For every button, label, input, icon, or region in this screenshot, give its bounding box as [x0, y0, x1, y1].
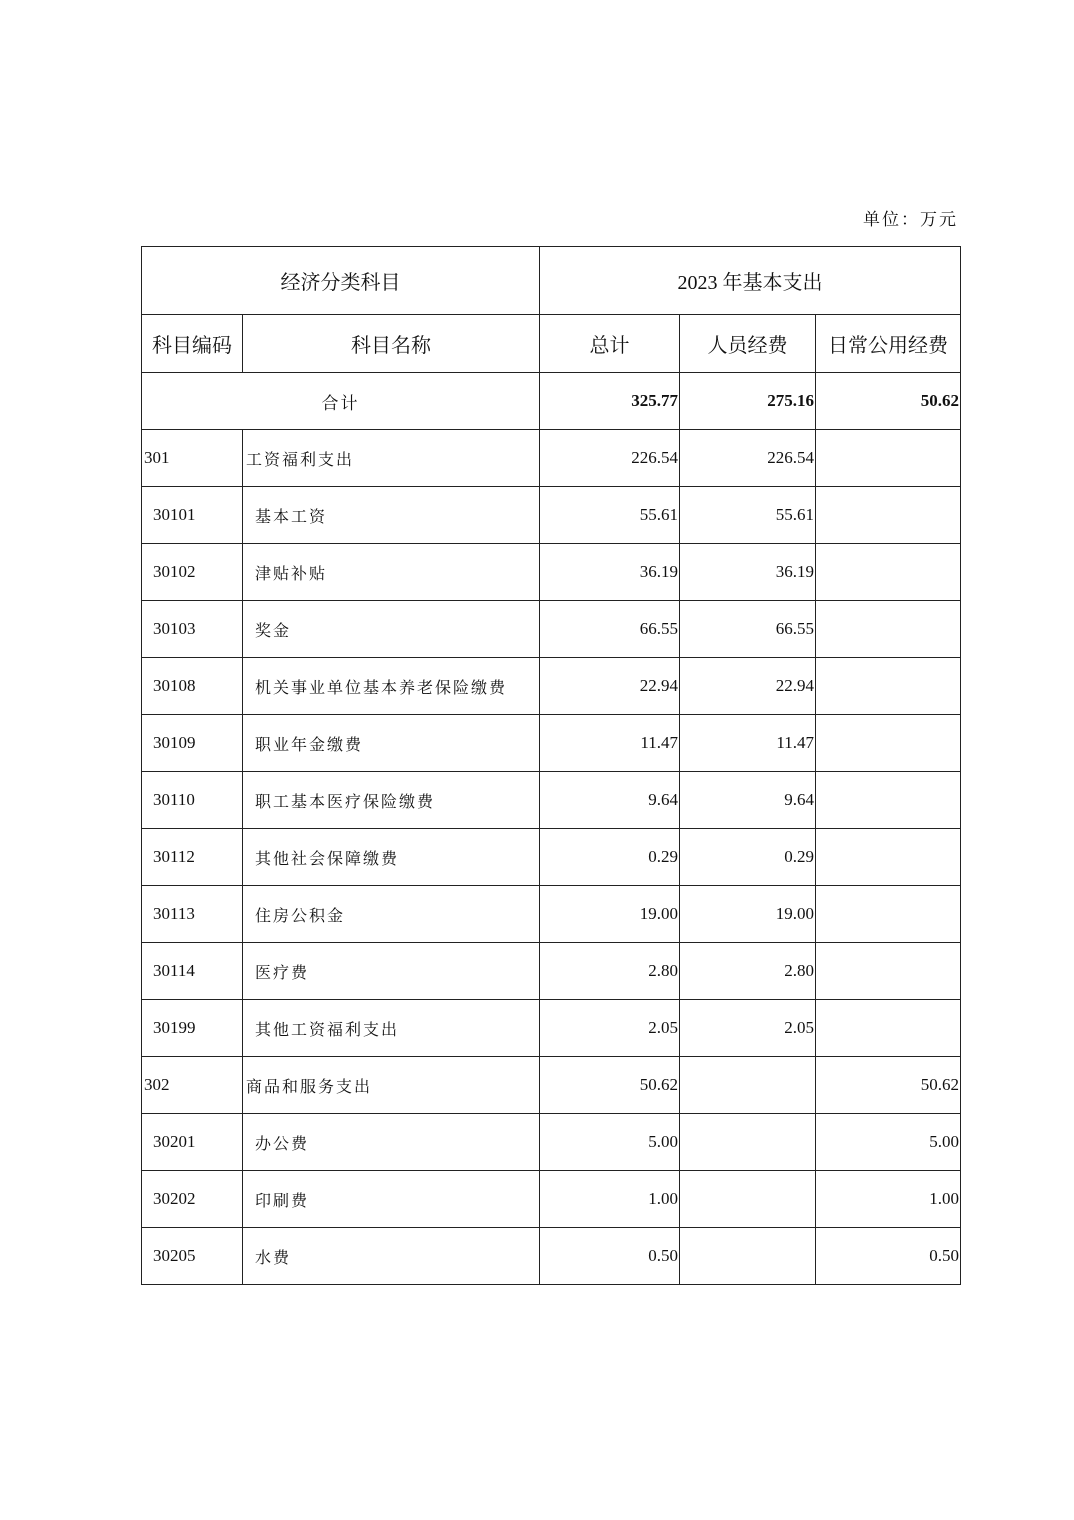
row-personnel: 9.64: [680, 772, 816, 829]
row-name: 其他社会保障缴费: [243, 829, 540, 886]
expenditure-table: [141, 246, 961, 1285]
row-daily: 0.50: [816, 1228, 961, 1285]
header-personnel: 人员经费: [680, 315, 816, 373]
row-code: 302: [142, 1057, 243, 1114]
row-daily: [816, 487, 961, 544]
header-basic-expenditure: 2023 年基本支出: [540, 247, 961, 315]
row-total: 226.54: [540, 430, 680, 487]
totals-label: 合计: [142, 373, 540, 430]
row-personnel: 19.00: [680, 886, 816, 943]
row-total: 5.00: [540, 1114, 680, 1171]
header-daily: 日常公用经费: [816, 315, 961, 373]
row-personnel: [680, 1057, 816, 1114]
header-row-group: [142, 247, 961, 315]
row-personnel: 66.55: [680, 601, 816, 658]
row-personnel: 36.19: [680, 544, 816, 601]
table-row: [142, 430, 961, 487]
row-total: 0.29: [540, 829, 680, 886]
row-name: 住房公积金: [243, 886, 540, 943]
row-code: 301: [142, 430, 243, 487]
row-daily: 1.00: [816, 1171, 961, 1228]
row-daily: [816, 601, 961, 658]
row-daily: 50.62: [816, 1057, 961, 1114]
row-personnel: [680, 1171, 816, 1228]
row-daily: [816, 1000, 961, 1057]
header-name: 科目名称: [243, 315, 540, 373]
row-personnel: 2.05: [680, 1000, 816, 1057]
unit-label: 单位：万元: [863, 210, 958, 230]
row-name: 职工基本医疗保险缴费: [243, 772, 540, 829]
row-total: 22.94: [540, 658, 680, 715]
row-daily: [816, 829, 961, 886]
table-row: [142, 715, 961, 772]
row-name: 其他工资福利支出: [243, 1000, 540, 1057]
table-row: [142, 1057, 961, 1114]
table-row: [142, 487, 961, 544]
row-code: 30113: [142, 886, 243, 943]
row-total: 2.05: [540, 1000, 680, 1057]
row-personnel: 2.80: [680, 943, 816, 1000]
table-row: [142, 943, 961, 1000]
row-total: 1.00: [540, 1171, 680, 1228]
table-row: [142, 1171, 961, 1228]
header-total: 总计: [540, 315, 680, 373]
row-code: 30112: [142, 829, 243, 886]
totals-personnel: 275.16: [680, 373, 816, 430]
row-total: 55.61: [540, 487, 680, 544]
row-total: 11.47: [540, 715, 680, 772]
row-personnel: 22.94: [680, 658, 816, 715]
row-name: 工资福利支出: [243, 430, 540, 487]
totals-daily: 50.62: [816, 373, 961, 430]
row-personnel: [680, 1228, 816, 1285]
row-name: 印刷费: [243, 1171, 540, 1228]
row-code: 30108: [142, 658, 243, 715]
row-name: 水费: [243, 1228, 540, 1285]
row-total: 19.00: [540, 886, 680, 943]
row-code: 30199: [142, 1000, 243, 1057]
row-code: 30101: [142, 487, 243, 544]
totals-total: 325.77: [540, 373, 680, 430]
row-personnel: 226.54: [680, 430, 816, 487]
row-daily: [816, 544, 961, 601]
row-daily: [816, 430, 961, 487]
row-total: 2.80: [540, 943, 680, 1000]
row-personnel: 11.47: [680, 715, 816, 772]
header-economic-category: 经济分类科目: [142, 247, 540, 315]
table-row: [142, 601, 961, 658]
row-name: 津贴补贴: [243, 544, 540, 601]
row-personnel: [680, 1114, 816, 1171]
table-row: [142, 886, 961, 943]
row-daily: [816, 943, 961, 1000]
row-code: 30202: [142, 1171, 243, 1228]
table-row: [142, 772, 961, 829]
row-code: 30205: [142, 1228, 243, 1285]
header-row-columns: [142, 315, 961, 373]
totals-row: [142, 373, 961, 430]
table-row: [142, 1114, 961, 1171]
row-personnel: 0.29: [680, 829, 816, 886]
table-row: [142, 658, 961, 715]
row-code: 30110: [142, 772, 243, 829]
row-total: 66.55: [540, 601, 680, 658]
row-daily: [816, 715, 961, 772]
table-row: [142, 1228, 961, 1285]
row-name: 基本工资: [243, 487, 540, 544]
row-code: 30102: [142, 544, 243, 601]
row-name: 奖金: [243, 601, 540, 658]
row-total: 9.64: [540, 772, 680, 829]
row-name: 商品和服务支出: [243, 1057, 540, 1114]
table-row: [142, 829, 961, 886]
row-personnel: 55.61: [680, 487, 816, 544]
header-code: 科目编码: [142, 315, 243, 373]
table-row: [142, 544, 961, 601]
row-code: 30103: [142, 601, 243, 658]
row-code: 30201: [142, 1114, 243, 1171]
row-total: 50.62: [540, 1057, 680, 1114]
row-name: 机关事业单位基本养老保险缴费: [243, 658, 540, 715]
table-row: [142, 1000, 961, 1057]
row-name: 医疗费: [243, 943, 540, 1000]
row-daily: [816, 658, 961, 715]
row-total: 36.19: [540, 544, 680, 601]
row-daily: [816, 886, 961, 943]
row-total: 0.50: [540, 1228, 680, 1285]
row-daily: [816, 772, 961, 829]
row-name: 职业年金缴费: [243, 715, 540, 772]
row-code: 30109: [142, 715, 243, 772]
row-code: 30114: [142, 943, 243, 1000]
row-daily: 5.00: [816, 1114, 961, 1171]
row-name: 办公费: [243, 1114, 540, 1171]
